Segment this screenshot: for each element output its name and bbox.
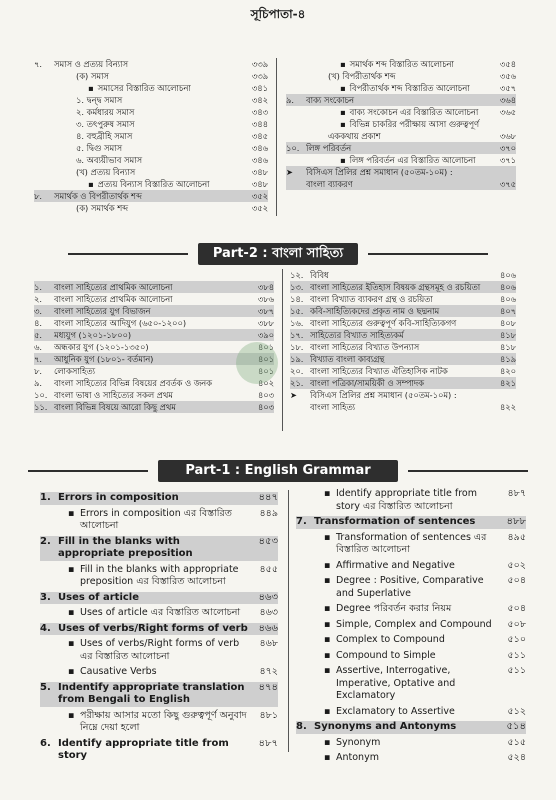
entry-title: সাহিত্যের বিখ্যাত সাহিত্যকর্ম [310, 330, 404, 340]
toc-entry [296, 560, 526, 573]
toc-entry [34, 154, 268, 166]
entry-number: ১৮. [290, 342, 304, 352]
entry-number: ৩. [34, 306, 43, 316]
entry-title: ▪ Uses of verbs/Right forms of verb এর বিস্তারিত আলোচনা [58, 638, 248, 663]
toc-entry [34, 281, 274, 293]
entry-number: ৮. [34, 191, 43, 201]
entry-number: ১৭. [290, 330, 304, 340]
entry-number: ৬. [34, 342, 43, 352]
entry-title: বাংলা ব্যাকরণ [306, 179, 353, 189]
entry-number: ➤ [286, 167, 293, 177]
toc-entry [296, 737, 526, 750]
toc-entry [40, 536, 278, 561]
entry-page-number: ৪০৬ [499, 270, 516, 280]
part1-left-column [40, 492, 278, 766]
toc-entry [290, 401, 516, 413]
entry-title: ▪ Simple, Complex and Compound [314, 619, 496, 632]
entry-page-number: ৪০১ [257, 366, 274, 376]
entry-page-number: ৫২৪ [507, 752, 526, 763]
entry-title: Identify appropriate title from story [58, 737, 229, 761]
entry-number: 3. [40, 591, 51, 603]
entry-number: ১৬. [290, 318, 304, 328]
section-a-divider [276, 58, 277, 216]
toc-entry [34, 305, 274, 317]
entry-title: (খ) প্রত্যয় বিন্যাস [76, 167, 136, 177]
entry-number: ২১. [290, 378, 304, 388]
entry-title: Errors in composition [58, 492, 179, 503]
toc-entry [40, 710, 278, 735]
toc-entry [40, 492, 278, 505]
toc-entry [40, 623, 278, 636]
entry-page-number: ৪০৭ [499, 306, 516, 316]
part1-banner: Part-1 : English Grammar [158, 460, 398, 482]
entry-title: বিসিএস প্রিলির প্রশ্ন সমাধান (৫০তম-১০ম) : [310, 390, 457, 400]
entry-title: ৬. অব্যয়ীভাব সমাস [76, 155, 142, 165]
entry-page-number: ৩৫৬ [499, 71, 516, 81]
toc-entry [290, 281, 516, 293]
part2-right-column [290, 269, 516, 413]
entry-number: ১০. [286, 143, 300, 153]
entry-title: বাংলা সাহিত্য [310, 402, 356, 412]
entry-page-number: ৩৯০ [257, 330, 274, 340]
toc-entry [34, 293, 274, 305]
toc-entry [34, 142, 268, 154]
toc-entry [34, 389, 274, 401]
part2-banner: Part-2 : বাংলা সাহিত্য [198, 243, 358, 265]
toc-entry [40, 638, 278, 663]
toc-entry [296, 752, 526, 765]
entry-title: ▪ Exclamatory to Assertive [314, 706, 496, 719]
watermark-logo [236, 342, 278, 384]
entry-page-number: ৪০৬ [499, 282, 516, 292]
entry-page-number: ৩৭১ [499, 155, 516, 165]
entry-page-number: ৪৬৬ [258, 622, 278, 634]
entry-page-number: ৩৪৫ [251, 131, 268, 141]
toc-entry [286, 82, 516, 94]
entry-page-number: ৩৩৯ [251, 59, 268, 69]
entry-page-number: ৪০৬ [499, 294, 516, 304]
entry-page-number: ৪০১ [257, 354, 274, 364]
entry-number: ১৩. [290, 282, 304, 292]
toc-entry [40, 508, 278, 533]
entry-number: ১২. [290, 270, 304, 280]
toc-entry [296, 706, 526, 719]
page-header: সূচিপাতা-৪ [250, 7, 306, 21]
toc-entry [296, 532, 526, 557]
entry-number: ১৫. [290, 306, 304, 316]
entry-page-number: ৫১১ [507, 665, 526, 676]
toc-entry [296, 650, 526, 663]
part2-left-column [34, 281, 274, 413]
section-a-right-column [286, 58, 516, 190]
entry-page-number: ৪১৯ [499, 354, 516, 364]
entry-number: ৯. [286, 95, 295, 105]
entry-number: 2. [40, 535, 51, 547]
toc-entry [296, 603, 526, 616]
entry-title: Indentify appropriate translation from Bengali to English [58, 681, 245, 705]
entry-number: ১৯. [290, 354, 304, 364]
entry-page-number: ৩৬৮ [499, 131, 516, 141]
entry-page-number: ৩৫৪ [499, 59, 516, 69]
entry-page-number: ৩৪১ [251, 83, 268, 93]
entry-page-number: ৩৬৫ [499, 107, 516, 117]
toc-entry [34, 130, 268, 142]
entry-page-number: ৪০১ [257, 342, 274, 352]
entry-page-number: ৩৪৮ [251, 167, 268, 177]
entry-number: ১১. [34, 402, 48, 412]
entry-page-number: ৪৮১ [259, 709, 278, 721]
toc-entry [290, 389, 516, 401]
entry-title: ▪ Transformation of sentences এর বিস্তারিত আলোচনা [314, 532, 496, 557]
entry-title: অন্ধকার যুগ (১২০১-১৩৫০) [54, 342, 149, 352]
entry-title: ▪ Assertive, Interrogative, Imperative, Optative and Exclamatory [314, 665, 496, 703]
entry-title: (ক) সমাস [76, 71, 109, 81]
entry-page-number: ৪০৩ [257, 390, 274, 400]
toc-entry [34, 58, 268, 70]
entry-title: Uses of verbs/Right forms of verb [58, 622, 248, 634]
entry-page-number: ৫১১ [507, 649, 526, 661]
entry-title: Transformation of sentences [314, 516, 476, 527]
entry-page-number: ৩৪২ [251, 95, 268, 105]
entry-number: ২০. [290, 366, 304, 376]
toc-entry [290, 341, 516, 353]
entry-title: ▪ বিপরীতার্থক শব্দ বিস্তারিত আলোচনা [306, 82, 486, 94]
toc-entry [286, 118, 516, 130]
toc-entry [296, 634, 526, 647]
entry-title: সমাস ও প্রত্যয় বিন্যাস [54, 59, 128, 69]
toc-entry [286, 58, 516, 70]
entry-title: ▪ Compound to Simple [314, 650, 496, 663]
entry-title: ▪ Synonym [314, 737, 496, 750]
entry-title: ▪ Causative Verbs [58, 666, 248, 679]
toc-entry [40, 738, 278, 763]
entry-page-number: ৪০২ [257, 378, 274, 388]
entry-page-number: ৪৪৯ [259, 507, 278, 519]
entry-title: ▪ Complex to Compound [314, 634, 496, 647]
entry-number: ২. [34, 294, 43, 304]
entry-number: 8. [296, 721, 307, 732]
entry-title: সমার্থক ও বিপরীতার্থক শব্দ [54, 191, 142, 201]
entry-title: ২. কর্মধারয় সমাস [76, 107, 135, 117]
entry-page-number: ৪১৮ [499, 342, 516, 352]
toc-entry [296, 488, 526, 513]
toc-entry [290, 329, 516, 341]
entry-page-number: ৪৭২ [259, 666, 278, 677]
toc-entry [34, 118, 268, 130]
entry-title: ৫. দ্বিগু সমাস [76, 143, 122, 153]
entry-title: ▪ Uses of article এর বিস্তারিত আলোচনা [58, 607, 248, 620]
entry-number: ৫. [34, 330, 43, 340]
entry-number: ১৪. [290, 294, 304, 304]
toc-entry [34, 329, 274, 341]
entry-page-number: ৫০৮ [507, 618, 526, 630]
toc-entry [290, 377, 516, 389]
toc-entry [34, 70, 268, 82]
entry-page-number: ৪৫৫ [259, 563, 278, 575]
toc-entry [286, 178, 516, 190]
entry-page-number: ৪০৩ [257, 402, 274, 412]
entry-page-number: ৩৫২ [251, 191, 268, 201]
entry-number: ৯. [34, 378, 43, 388]
entry-number: 7. [296, 516, 307, 527]
entry-title: ▪ বিভিন্ন চাকরির পরীক্ষায় আসা গুরুত্বপূর্ণ [306, 118, 486, 130]
entry-page-number: ৪০৮ [499, 318, 516, 328]
toc-entry [296, 665, 526, 703]
entry-page-number: ৩৪৪ [251, 119, 268, 129]
entry-title: বাংলা সাহিত্যের বিভিন্ন বিষয়ের প্রবর্তক ও জনক [54, 378, 212, 388]
entry-number: ১. [34, 282, 43, 292]
entry-title: Fill in the blanks with appropriate preposition [58, 535, 193, 559]
entry-title: ▪ Identify appropriate title from story এর বিস্তারিত আলোচনা [314, 488, 496, 513]
toc-entry [296, 619, 526, 632]
toc-entry [290, 269, 516, 281]
entry-page-number: ৫০২ [507, 559, 526, 571]
entry-title: Uses of article [58, 591, 140, 603]
entry-page-number: ৩৫২ [251, 203, 268, 213]
section-a-left-column [34, 58, 268, 214]
entry-page-number: ৩৬৪ [499, 95, 516, 105]
toc-entry [34, 94, 268, 106]
toc-entry [290, 293, 516, 305]
entry-page-number: ৪২১ [499, 378, 516, 388]
entry-title: বাংলা সাহিত্যের আদিযুগ (৬৫০-১২০০) [54, 318, 187, 328]
entry-page-number: ৩৮৮ [257, 318, 274, 328]
entry-page-number: ৪৮৭ [507, 488, 526, 499]
entry-title: মধ্যযুগ (১২০১-১৮০০) [54, 330, 132, 340]
toc-entry [290, 305, 516, 317]
toc-entry [34, 178, 268, 190]
entry-number: ৭. [34, 354, 43, 364]
entry-title: ▪ সমার্থক শব্দ বিস্তারিত আলোচনা [306, 58, 486, 70]
toc-entry [286, 154, 516, 166]
toc-entry [40, 666, 278, 679]
entry-title: বাংলা পত্রিকা/সাময়িকী ও সম্পাদক [310, 378, 424, 388]
part1-right-column [296, 488, 526, 768]
toc-entry [34, 82, 268, 94]
entry-title: বাংলা সাহিত্যের প্রাথমিক আলোচনা [54, 294, 173, 304]
entry-page-number: ৪২০ [499, 366, 516, 376]
toc-entry [290, 353, 516, 365]
entry-title: লিঙ্গ পরিবর্তন [306, 143, 352, 153]
entry-title: বাংলা সাহিত্যের যুগ বিভাজন [54, 306, 151, 316]
entry-title: ▪ লিঙ্গ পরিবর্তন এর বিস্তারিত আলোচনা [306, 154, 486, 166]
toc-entry [34, 317, 274, 329]
entry-title: বাংলা সাহিত্যের গুরুত্বপূর্ণ কবি-সাহিত্যিকগণ [310, 318, 457, 328]
entry-page-number: ৫১৪ [506, 721, 526, 732]
entry-page-number: ৩৭০ [499, 143, 516, 153]
entry-title: বিবিধ [310, 270, 329, 280]
entry-title: ৩. তৎপুরুষ সমাস [76, 119, 135, 129]
entry-title: বাংলা বিভিন্ন বিষয়ে আরো কিছু প্রথম [54, 402, 176, 412]
toc-entry [40, 607, 278, 620]
entry-title: Synonyms and Antonyms [314, 721, 457, 732]
entry-title: কবি-সাহিত্যিকদের প্রকৃত নাম ও ছদ্মনাম [310, 306, 440, 316]
entry-page-number: ৪৮৭ [258, 737, 278, 749]
entry-title: বিসিএস প্রিলির প্রশ্ন সমাধান (৫০তম-১০ম) : [306, 167, 453, 177]
entry-page-number: ৪৫৩ [258, 535, 278, 547]
entry-page-number: ৩৪৩ [251, 107, 268, 117]
entry-title: ▪ Fill in the blanks with appropriate preposition এর বিস্তারিত আলোচনা [58, 564, 248, 589]
toc-entry [286, 106, 516, 118]
entry-title: বাক্য সংকোচন [306, 95, 354, 105]
entry-page-number: ৩৮৭ [257, 306, 274, 316]
entry-number: 6. [40, 737, 51, 749]
part2-divider [282, 269, 283, 431]
entry-title: ▪ Degree : Positive, Comparative and Superlative [314, 575, 496, 600]
entry-number: ৮. [34, 366, 43, 376]
entry-number: 4. [40, 622, 51, 634]
toc-entry [34, 166, 268, 178]
entry-title: বাংলা সাহিত্যের বিখ্যাত উপন্যাস [310, 342, 420, 352]
entry-page-number: ৪৬৩ [258, 591, 278, 603]
entry-title: বিখ্যাত বাংলা কাব্যগ্রন্থ [310, 354, 385, 364]
entry-page-number: ৪৭৪ [258, 681, 278, 693]
toc-entry [34, 190, 268, 202]
entry-title: ▪ বাক্য সংকোচন এর বিস্তারিত আলোচনা [306, 106, 486, 118]
entry-page-number: ৪২২ [499, 402, 516, 412]
entry-number: 5. [40, 681, 51, 693]
entry-page-number: ৫০৪ [507, 575, 526, 586]
entry-title: এককথায় প্রকাশ [328, 131, 381, 141]
entry-title: আধুনিক যুগ (১৮০১- বর্তমান) [54, 354, 154, 364]
toc-entry [286, 70, 516, 82]
entry-title: বাংলা সাহিত্যের বিখ্যাত ঐতিহাসিক নাটক [310, 366, 448, 376]
entry-page-number: ৩৮৬ [257, 294, 274, 304]
entry-page-number: ৪৬৮ [259, 638, 278, 649]
entry-page-number: ৩৪৬ [251, 143, 268, 153]
entry-title: (ক) সমার্থক শব্দ [76, 203, 128, 213]
entry-title: (খ) বিপরীতার্থক শব্দ [328, 71, 396, 81]
entry-page-number: ৫০৪ [507, 603, 526, 614]
toc-entry [290, 317, 516, 329]
entry-page-number: ৩৮৪ [257, 282, 274, 292]
toc-entry [290, 365, 516, 377]
toc-entry [286, 94, 516, 106]
entry-title: ১. দ্বন্দ্ব সমাস [76, 95, 123, 105]
entry-page-number: ৪৪৭ [258, 492, 278, 503]
entry-title: বাংলা সাহিত্যের প্রাথমিক আলোচনা [54, 282, 173, 292]
entry-page-number: ৫১০ [507, 634, 526, 645]
entry-page-number: ৩৪৮ [251, 179, 268, 189]
toc-entry [286, 130, 516, 142]
entry-title: ▪ প্রত্যয় বিন্যাস বিস্তারিত আলোচনা [54, 178, 238, 190]
entry-title: ▪ Degree পরিবর্তন করার নিয়ম [314, 603, 496, 616]
toc-entry [34, 401, 274, 413]
entry-page-number: ৫১৫ [507, 736, 526, 748]
entry-number: ➤ [290, 390, 297, 400]
entry-title: ▪ সমাসের বিস্তারিত আলোচনা [54, 82, 238, 94]
entry-title: ▪ Errors in composition এর বিস্তারিত আলোচনা [58, 508, 248, 533]
entry-page-number: ৪৬৩ [259, 607, 278, 618]
entry-title: ৪. বহুব্রীহি সমাস [76, 131, 133, 141]
entry-number: ৪. [34, 318, 43, 328]
entry-number: 1. [40, 492, 51, 503]
toc-entry [286, 166, 516, 178]
toc-entry [40, 682, 278, 707]
entry-page-number: ৫১২ [507, 705, 526, 717]
entry-title: বাংলা সাহিত্যের ইতিহাস বিষয়ক গ্রন্থসমূহ ও রচয়িতা [310, 282, 481, 292]
toc-entry [34, 202, 268, 214]
toc-entry [296, 721, 526, 734]
part1-divider [288, 490, 289, 752]
entry-title: লোকসাহিত্য [54, 366, 96, 376]
entry-page-number: ৩৫৭ [499, 83, 516, 93]
entry-number: ১০. [34, 390, 48, 400]
entry-number: ৭. [34, 59, 43, 69]
entry-page-number: ৪১৮ [499, 330, 516, 340]
toc-entry [286, 142, 516, 154]
entry-page-number: ৩৭৫ [499, 179, 516, 189]
entry-page-number: ৩৪৬ [251, 155, 268, 165]
entry-title: বাংলা ভাষা ও সাহিত্যের সকল প্রথম [54, 390, 173, 400]
entry-title: ▪ পরীক্ষায় আসার মতো কিছু গুরুত্বপূর্ণ অনুবাদ নিম্নে দেয়া হলো [58, 710, 248, 735]
entry-page-number: ৪৯৫ [507, 531, 526, 543]
toc-entry [34, 377, 274, 389]
toc-entry [34, 106, 268, 118]
entry-title: বাংলা বিখ্যাত ব্যাকরণ গ্রন্থ ও রচয়িতা [310, 294, 433, 304]
toc-entry [40, 564, 278, 589]
toc-entry [40, 592, 278, 605]
entry-title: ▪ Affirmative and Negative [314, 560, 496, 573]
entry-page-number: ৪৮৮ [506, 516, 526, 527]
entry-title: ▪ Antonym [314, 752, 496, 765]
entry-page-number: ৩৩৯ [251, 71, 268, 81]
toc-entry [296, 516, 526, 529]
toc-entry [296, 575, 526, 600]
